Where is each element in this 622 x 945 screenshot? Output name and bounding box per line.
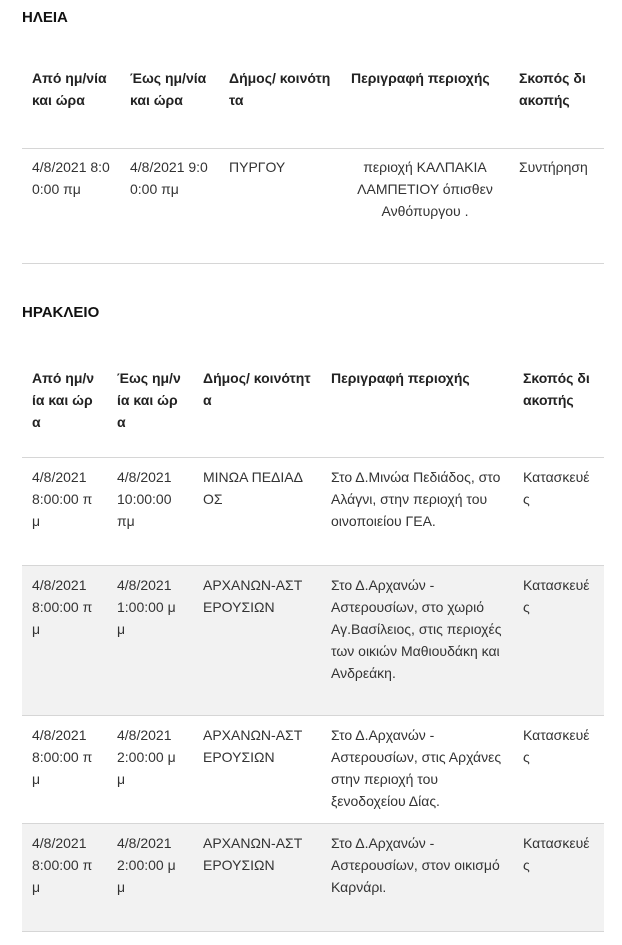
table-row — [22, 716, 604, 824]
cell-area: Στο Δ.Αρχανών - Αστερουσίων, στο χωριό Αγ.Βασίλειος, στις περιοχές των οικιών Μαθιουδάκη και Ανδρεάκη. — [321, 566, 513, 716]
cell-from: 4/8/2021 8:00:00 πμ — [22, 458, 107, 566]
cell-from: 4/8/2021 8:00:00 πμ — [22, 716, 107, 824]
cell-municipality: ΑΡΧΑΝΩΝ-ΑΣΤΕΡΟΥΣΙΩΝ — [193, 824, 321, 932]
cell-area: περιοχή ΚΑΛΠΑΚΙΑ ΛΑΜΠΕΤΙΟΥ όπισθεν Ανθόπυργου . — [341, 149, 509, 264]
table-header-row — [22, 359, 604, 458]
header-from: Από ημ/νία και ώρα — [22, 60, 120, 149]
cell-to: 4/8/2021 2:00:00 μμ — [107, 824, 193, 932]
cell-purpose: Συντήρηση — [509, 149, 604, 264]
cell-from: 4/8/2021 8:00:00 πμ — [22, 566, 107, 716]
cell-to: 4/8/2021 1:00:00 μμ — [107, 566, 193, 716]
cell-municipality: ΜΙΝΩΑ ΠΕΔΙΑΔΟΣ — [193, 458, 321, 566]
header-municipality: Δήμος/ κοινότητα — [219, 60, 341, 149]
cell-to: 4/8/2021 9:00:00 πμ — [120, 149, 219, 264]
cell-to: 4/8/2021 2:00:00 μμ — [107, 716, 193, 824]
cell-municipality: ΠΥΡΓΟΥ — [219, 149, 341, 264]
cell-purpose: Κατασκευές — [513, 566, 604, 716]
cell-from: 4/8/2021 8:00:00 πμ — [22, 824, 107, 932]
region-title-ileia: ΗΛΕΙΑ — [22, 9, 68, 26]
header-to: Έως ημ/νία και ώρα — [120, 60, 219, 149]
cell-from: 4/8/2021 8:00:00 πμ — [22, 149, 120, 264]
cell-purpose: Κατασκευές — [513, 458, 604, 566]
table-row — [22, 458, 604, 566]
outage-table-ileia — [22, 60, 604, 264]
cell-area: Στο Δ.Αρχανών - Αστερουσίων, στον οικισμό Καρνάρι. — [321, 824, 513, 932]
header-purpose: Σκοπός διακοπής — [513, 359, 604, 458]
header-area: Περιγραφή περιοχής — [341, 60, 509, 149]
region-title-irakleio: ΗΡΑΚΛΕΙΟ — [22, 304, 100, 321]
table-row — [22, 566, 604, 716]
cell-municipality: ΑΡΧΑΝΩΝ-ΑΣΤΕΡΟΥΣΙΩΝ — [193, 716, 321, 824]
header-to: Έως ημ/νία και ώρα — [107, 359, 193, 458]
cell-purpose: Κατασκευές — [513, 716, 604, 824]
cell-area: Στο Δ.Μινώα Πεδιάδος, στο Αλάγνι, στην περιοχή του οινοποιείου ΓΕΑ. — [321, 458, 513, 566]
header-purpose: Σκοπός διακοπής — [509, 60, 604, 149]
table-row — [22, 149, 604, 264]
header-area: Περιγραφή περιοχής — [321, 359, 513, 458]
outage-table-irakleio — [22, 359, 604, 932]
cell-municipality: ΑΡΧΑΝΩΝ-ΑΣΤΕΡΟΥΣΙΩΝ — [193, 566, 321, 716]
header-from: Από ημ/νία και ώρα — [22, 359, 107, 458]
header-municipality: Δήμος/ κοινότητα — [193, 359, 321, 458]
cell-area: Στο Δ.Αρχανών - Αστερουσίων, στις Αρχάνες στην περιοχή του ξενοδοχείου Δίας. — [321, 716, 513, 824]
table-row — [22, 824, 604, 932]
table-header-row — [22, 60, 604, 149]
cell-purpose: Κατασκευές — [513, 824, 604, 932]
cell-to: 4/8/2021 10:00:00 πμ — [107, 458, 193, 566]
